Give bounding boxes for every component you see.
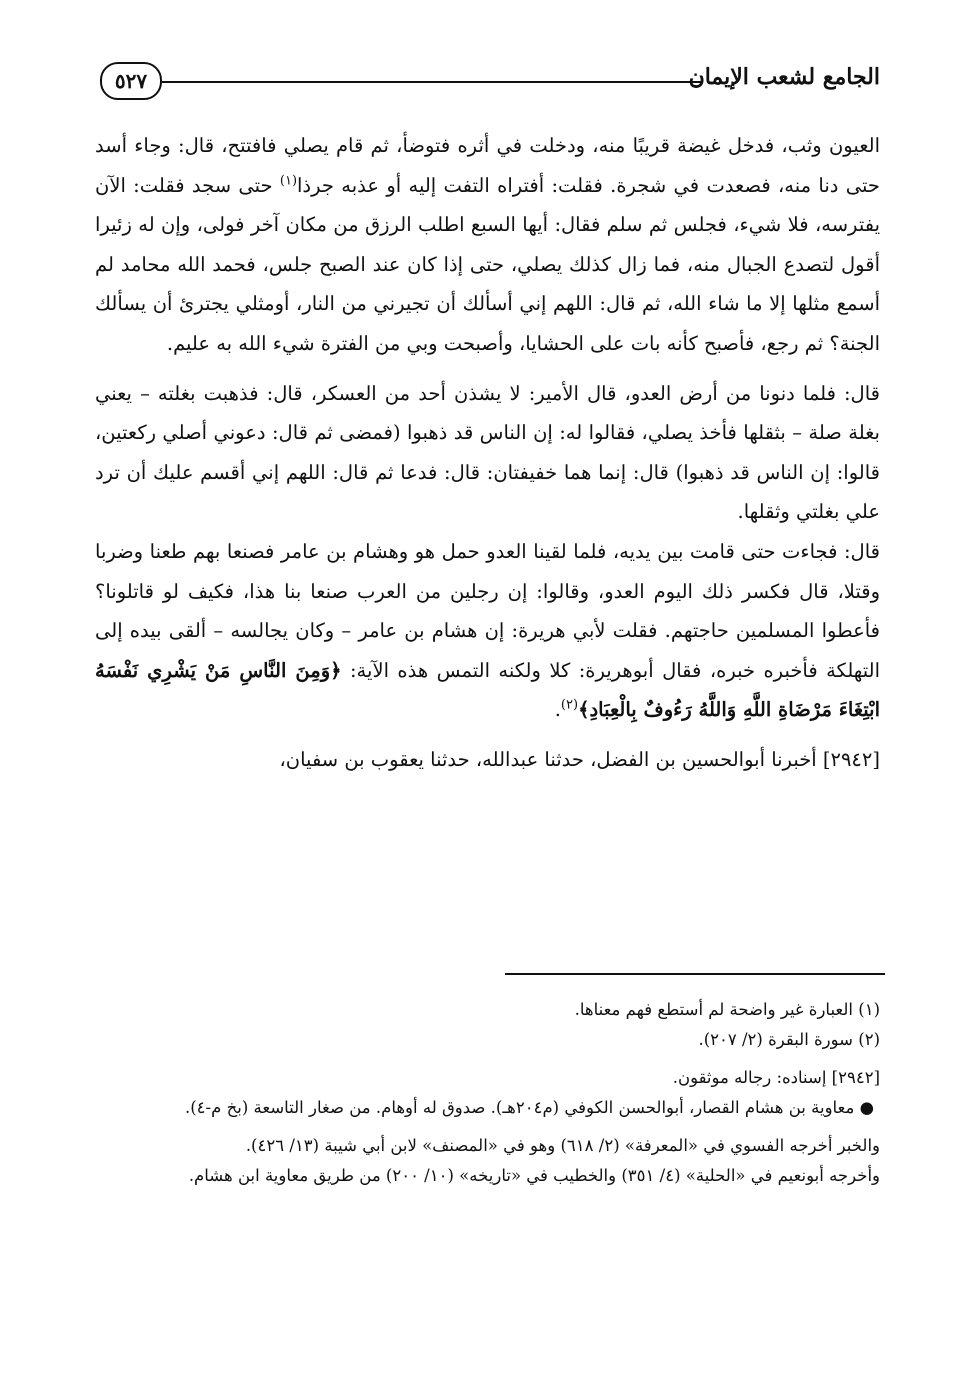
quran-verse: ﴿وَمِنَ النَّاسِ مَنْ يَشْرِي نَفْسَهُ ابْتِغَاءَ مَرْضَاةِ اللَّهِ وَاللَّهُ رَءُوفٌ بِالْعِبَادِ﴾: [95, 658, 880, 722]
footnote-takhrij-1: والخبر أخرجه الفسوي في «المعرفة» (٢/ ٦١٨) وهو في «المصنف» لابن أبي شيبة (١٣/ ٤٢٦).: [245, 1136, 880, 1155]
paragraph-1-text: العيون وثب، فدخل غيضة قريبًا منه، ودخلت في أثره فتوضأ، ثم قام يصلي فافتتح، قال: وجاء أسد حتى دنا منه، فصعدت في شجرة. فقلت: أفتراه التفت إليه أو عذبه جرذا: [95, 134, 880, 197]
footnote-marker-1: (١): [279, 173, 298, 189]
footnote-1: (١) العبارة غير واضحة لم أستطع فهم معناها.: [574, 1000, 880, 1019]
footnote-narrator: ● معاوية بن هشام القصار، أبوالحسن الكوفي (م٢٠٤هـ). صدوق له أوهام. من صغار التاسعة (بخ م-٤).: [184, 1098, 874, 1117]
page-number: ٥٢٧: [100, 62, 162, 100]
main-text: [95, 126, 880, 780]
book-title: الجامع لشعب الإيمان: [688, 64, 880, 90]
paragraph-1: [95, 126, 880, 364]
paragraph-4: [٢٩٤٢] أخبرنا أبوالحسين بن الفضل، حدثنا عبدالله، حدثنا يعقوب بن سفيان،: [279, 747, 880, 771]
footnote-separator: [505, 973, 885, 975]
footnote-2: (٢) سورة البقرة (٢/ ٢٠٧).: [698, 1030, 880, 1049]
footnote-marker-2: (٢): [560, 697, 579, 713]
paragraph-3-end: .: [554, 698, 561, 722]
footnote-isnad: [٢٩٤٢] إسناده: رجاله موثقون.: [672, 1068, 880, 1087]
header-rule: [162, 81, 702, 83]
paragraph-1-continued: حتى سجد فقلت: الآن يفترسه، فلا شيء، فجلس ثم سلم فقال: أيها السبع اطلب الرزق من مكان آخر فولى، وإن له زئيرا أقول لتصدع الجبال منه، فما زال كذلك يصلي، حتى إذا كان عند الصبح جلس، فحمد الله محامد لم أسمع مثلها إلا ما شاء الله، ثم قال: اللهم إني أسألك أن تجيرني من النار، أومثلي يجترئ أن يسألك الجنة؟ ثم رجع، فأصبح كأنه بات على الحشايا، وأصبحت وبي من الفترة شيء الله به عليم.: [95, 173, 880, 355]
footnote-takhrij-2: وأخرجه أبونعيم في «الحلية» (٤/ ٣٥١) والخطيب في «تاريخه» (١٠/ ٢٠٠) من طريق معاوية ابن هشام.: [188, 1166, 880, 1185]
paragraph-3: [95, 532, 880, 730]
paragraph-3-text: قال: فجاءت حتى قامت بين يديه، فلما لقينا العدو حمل هو وهشام بن عامر فصنعا بهم طعنا وضربا وقتلا، قال فكسر ذلك اليوم العدو، وقالوا: إن رجلين من العرب صنعا بنا هذا، فكيف لو قاتلونا؟ فأعطوا المسلمين حاجتهم. فقلت لأبي هريرة: إن هشام بن عامر – وكان يجالسه – ألقى بيده إلى التهلكة فأخبره خبره، فقال أبوهريرة: كلا ولكنه التمس هذه الآية:: [95, 539, 880, 682]
paragraph-2: قال: فلما دنونا من أرض العدو، قال الأمير: لا يشذن أحد من العسكر، قال: فذهبت بغلته – يعني بغلة صلة – بثقلها فأخذ يصلي، فقالوا له: إن الناس قد ذهبوا (فمضى ثم قال: دعوني أصلي ركعتين، قالوا: إن الناس قد ذهبوا) قال: إنما هما خفيفتان: قال: فدعا ثم قال: اللهم إني أقسم عليك أن ترد علي بغلتي وثقلها.: [95, 381, 880, 524]
page-header: [100, 58, 880, 106]
footnotes: [95, 995, 880, 1191]
